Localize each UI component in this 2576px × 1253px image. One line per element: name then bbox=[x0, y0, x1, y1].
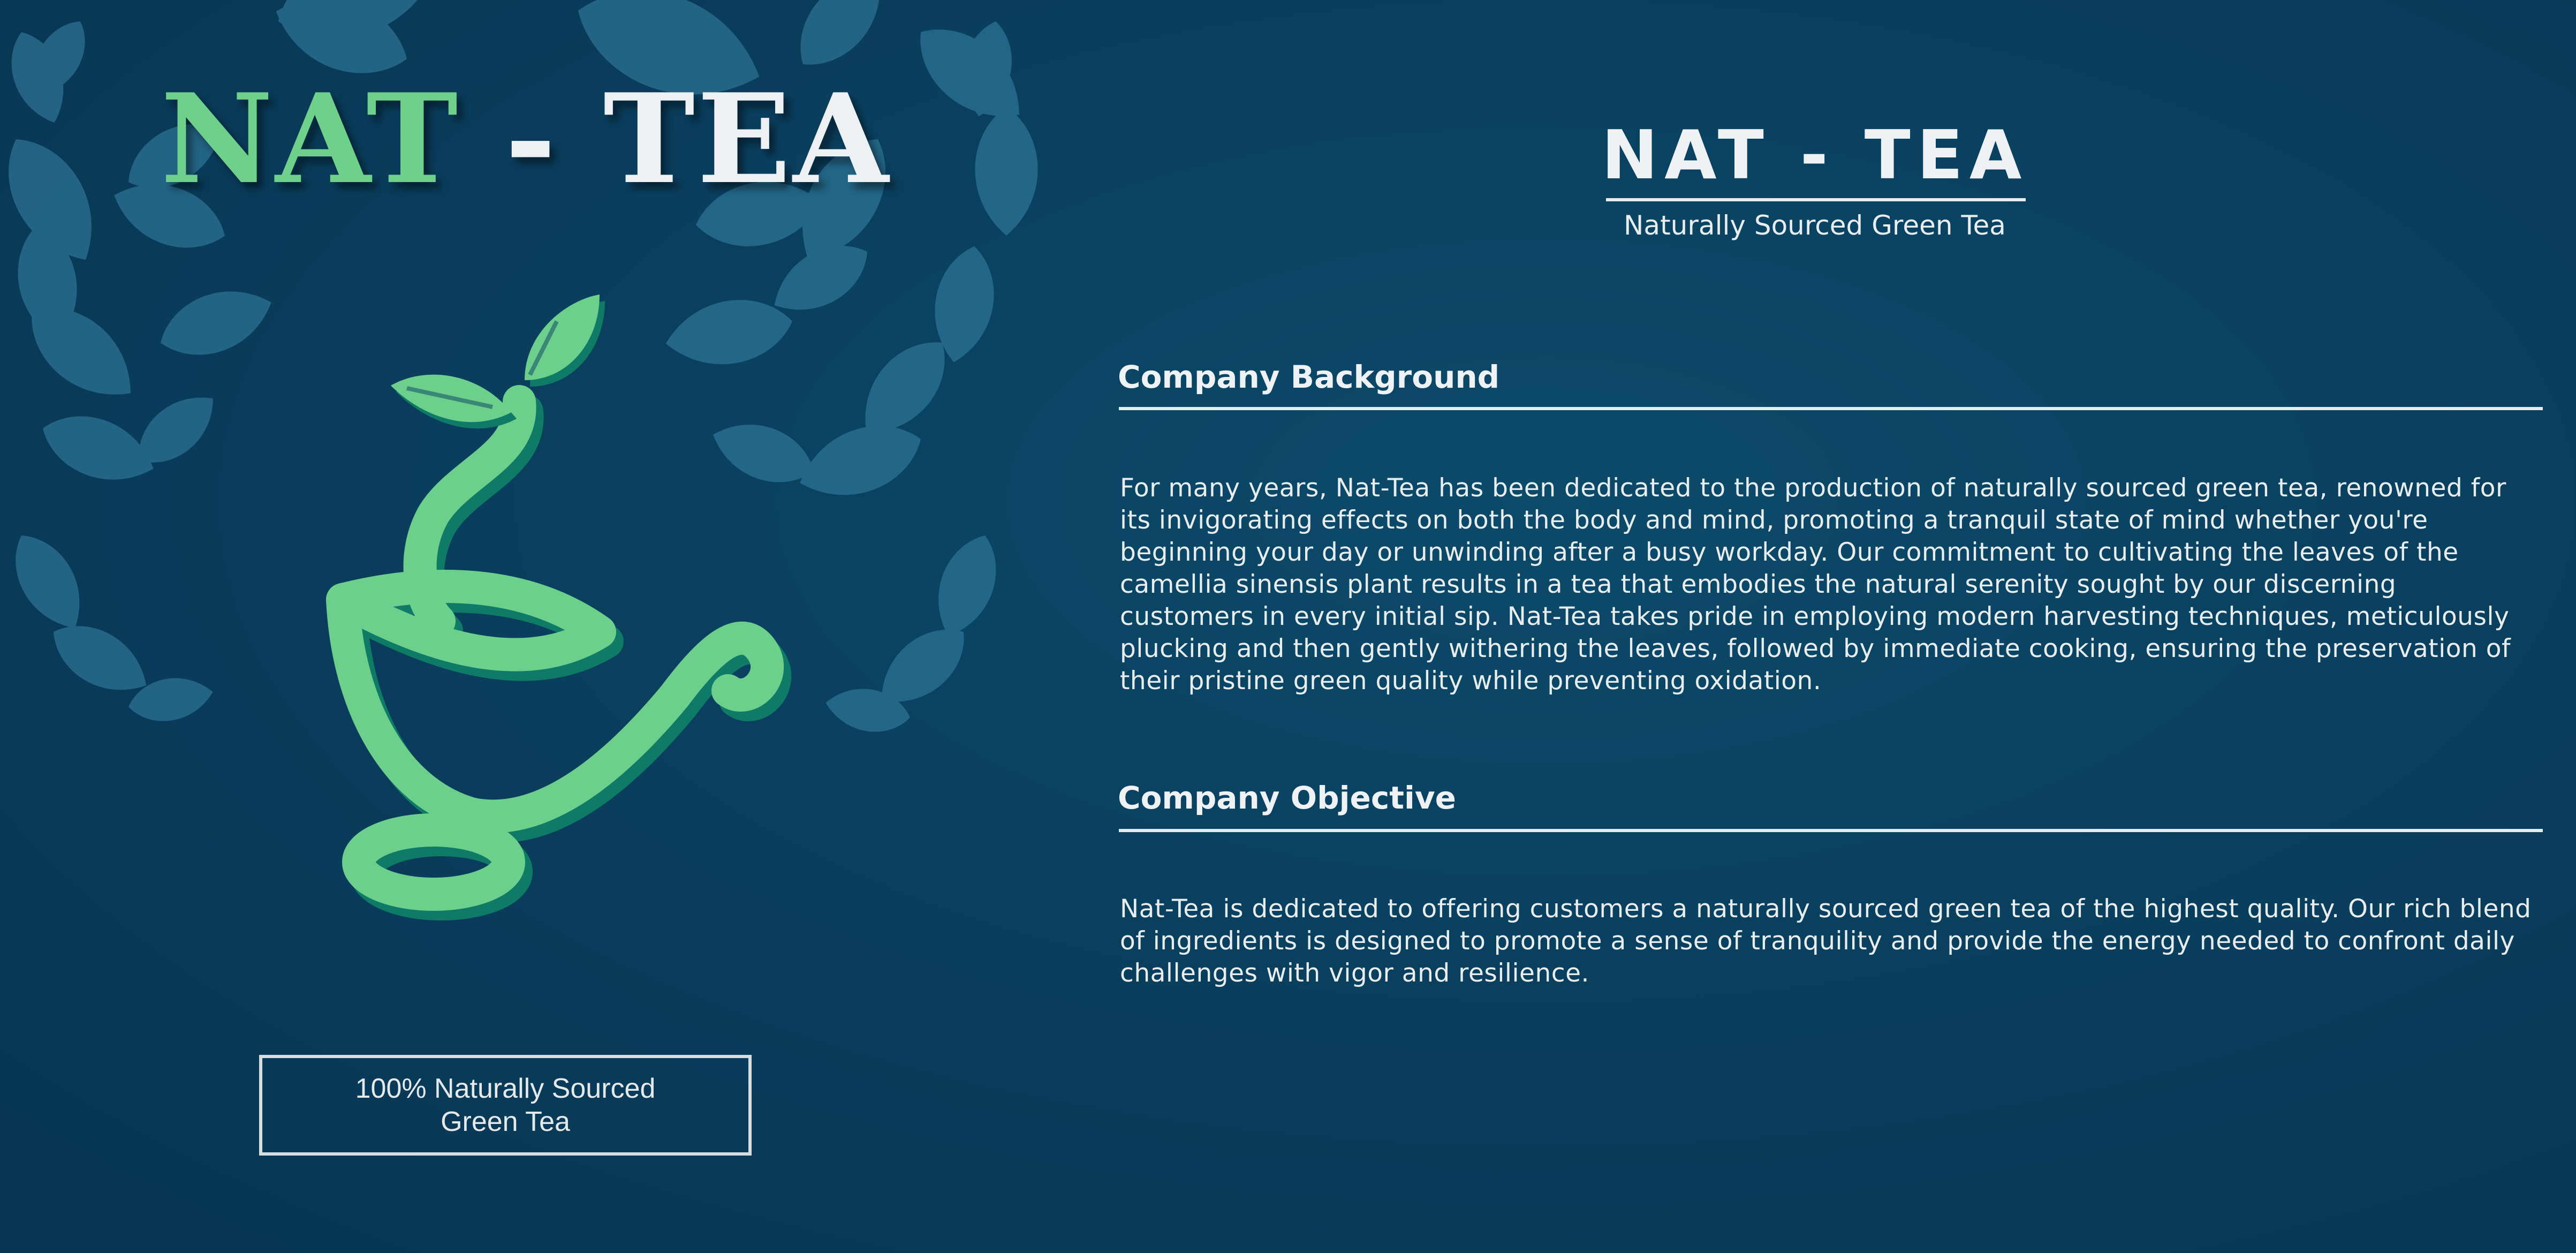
teacup-sprout-icon bbox=[300, 278, 814, 942]
section-divider-background bbox=[1119, 407, 2543, 410]
section-body-objective: Nat-Tea is dedicated to offering customers a naturally sourced green tea of the highest quality. Our rich blend of ingredients is designed to promote a sense of tranquility and provide the energy needed to confront daily challenges with vigor and resilience. bbox=[1120, 894, 2532, 988]
sourcing-badge bbox=[259, 1055, 752, 1156]
wordmark-tea: TEA bbox=[603, 67, 891, 212]
section-divider-objective bbox=[1119, 829, 2543, 832]
page-subtitle: Naturally Sourced Green Tea bbox=[1624, 210, 2006, 241]
section-heading-background: Company Background bbox=[1118, 359, 1500, 395]
brand-wordmark bbox=[161, 67, 891, 212]
wordmark-nat: NAT bbox=[161, 67, 460, 212]
page-title: NAT - TEA bbox=[1601, 116, 2028, 194]
logo-panel bbox=[0, 0, 1049, 1253]
title-divider bbox=[1606, 198, 2026, 201]
section-heading-objective: Company Objective bbox=[1118, 780, 1456, 816]
section-body-background: For many years, Nat-Tea has been dedicated to the production of naturally sourced green tea, renowned for its invigorating effects on both the body and mind, promoting a tranquil state of mind whether you're beginning your day or unwinding after a busy workday. Our commitment to cultivating the leaves of the camellia sinensis plant results in a tea that embodies the natural serenity sought by our discerning customers in every initial sip. Nat-Tea takes pride in employing modern harvesting techniques, meticulously plucking and then gently withering the leaves, followed by immediate cooking, ensuring the preservation of their pristine green quality while preventing oxidation. bbox=[1120, 473, 2511, 696]
badge-text: 100% Naturally Sourced Green Tea bbox=[355, 1073, 656, 1137]
wordmark-dash: - bbox=[505, 67, 558, 212]
